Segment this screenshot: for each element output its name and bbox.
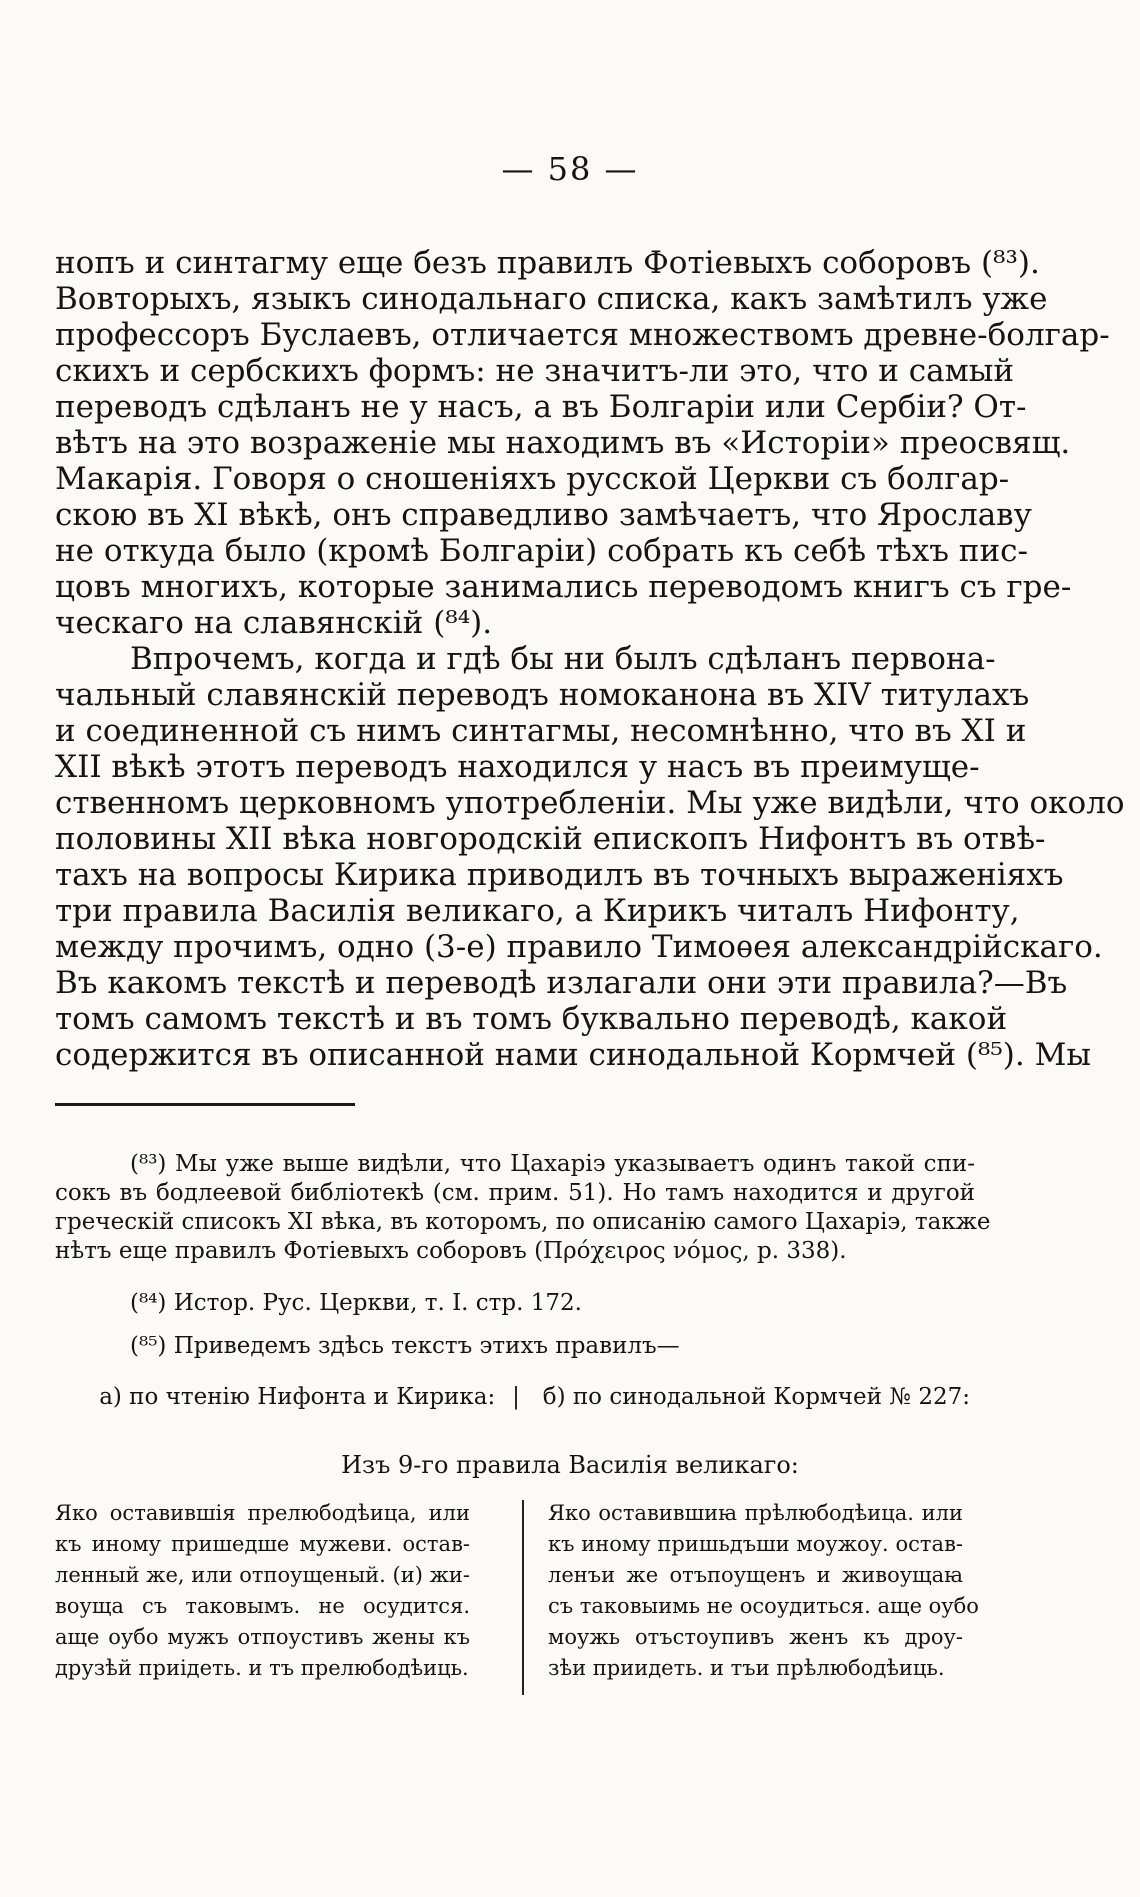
column-line: воуща съ таковымъ. не осудится.: [55, 1594, 470, 1618]
text-line: три правила Василія великаго, а Кирикъ читалъ Нифонту,: [55, 893, 1020, 929]
column-line: къ иному пришедше мужеви. остав-: [55, 1532, 470, 1556]
text-line: половины XII вѣка новгородскій епископъ Нифонтъ въ отвѣ-: [55, 821, 1046, 857]
footnote-line: (⁸⁵) Приведемъ здѣсь текстъ этихъ правилъ—: [130, 1333, 680, 1359]
page-number: — 58 —: [501, 150, 639, 188]
text-line: между прочимъ, одно (3-е) правило Тимоѳея александрійскаго.: [55, 929, 1103, 965]
text-line: Вовторыхъ, языкъ синодальнаго списка, какъ замѣтилъ уже: [55, 281, 1048, 317]
column-line: ленный же, или отпоущеный. (и) жи-: [55, 1563, 470, 1587]
left-column: [55, 1498, 470, 1684]
column-line: Яко оставившія прелюбодѣица, или: [55, 1501, 470, 1525]
column-line: зѣи приидеть. и тъи прѣлюбодѣиць.: [548, 1656, 945, 1680]
text-line: цовъ многихъ, которые занимались переводомъ книгъ съ гре-: [55, 569, 1072, 605]
text-line: ственномъ церковномъ употребленіи. Мы уже видѣли, что около: [55, 785, 1125, 821]
footnote-line: нѣтъ еще правилъ Фотіевыхъ соборовъ (Πρόχειρος νόμος, p. 338).: [55, 1238, 847, 1264]
footnote-line: (⁸³) Мы уже выше видѣли, что Цахаріэ указываетъ одинъ такой спи-: [130, 1151, 975, 1177]
column-line: Яко оставившиꙗ прѣлюбодѣица. или: [548, 1501, 963, 1525]
text-line: XII вѣкѣ этотъ переводъ находился у насъ въ преимуще-: [55, 749, 980, 785]
source-divider: |: [512, 1384, 520, 1410]
text-line: ческаго на славянскій (⁸⁴).: [55, 605, 493, 641]
text-line: нопъ и синтагму еще безъ правилъ Фотіевыхъ соборовъ (⁸³).: [55, 245, 1040, 281]
source-headings: [90, 1382, 970, 1412]
text-line: скою въ XI вѣкѣ, онъ справедливо замѣчаетъ, что Ярославу: [55, 497, 1032, 533]
column-line: ленъи же отъпоущенъ и живоущаꙗ: [548, 1563, 963, 1587]
text-line: тахъ на вопросы Кирика приводилъ въ точныхъ выраженіяхъ: [55, 857, 1064, 893]
text-line: и соединенной съ нимъ синтагмы, несомнѣнно, что въ XI и: [55, 713, 1027, 749]
footnote-83: [55, 1150, 991, 1266]
column-line: друзѣй приідеть. и тъ прелюбодѣиць.: [55, 1656, 469, 1680]
footnote-line: греческій списокъ XI вѣка, въ которомъ, по описанію самого Цахаріэ, также: [55, 1209, 991, 1235]
text-line: скихъ и сербскихъ формъ: не значитъ-ли это, что и самый: [55, 353, 1015, 389]
text-line: вѣтъ на это возраженіе мы находимъ въ «Исторіи» преосвящ.: [55, 425, 1071, 461]
column-divider: [522, 1500, 524, 1695]
right-column: [548, 1498, 979, 1684]
footnote-line: сокъ въ бодлеевой библіотекѣ (см. прим. 51). Но тамъ находится и другой: [55, 1180, 975, 1206]
text-line: не откуда было (кромѣ Болгаріи) собрать къ себѣ тѣхъ пис-: [55, 533, 1028, 569]
footnote-85: [55, 1332, 975, 1361]
main-text: [55, 245, 1125, 1073]
source-left-heading: а) по чтенію Нифонта и Кирика:: [99, 1384, 496, 1410]
column-line: съ таковыимь не осоудиться. аще оубо: [548, 1594, 979, 1618]
text-line: Макарія. Говоря о сношеніяхъ русской Церкви съ болгар-: [55, 461, 1010, 497]
text-line: Въ какомъ текстѣ и переводѣ излагали они эти правила?—Въ: [55, 965, 1068, 1001]
column-line: моужь отъстоупивъ женъ къ дроу-: [548, 1625, 963, 1649]
text-line: профессоръ Буслаевъ, отличается множествомъ древне-болгар-: [55, 317, 1110, 353]
column-line: къ иному пришьдъши моужоу. остав-: [548, 1532, 963, 1556]
text-line: Впрочемъ, когда и гдѣ бы ни былъ сдѣланъ первона-: [130, 641, 996, 677]
text-line: переводъ сдѣланъ не у насъ, а въ Болгаріи или Сербіи? От-: [55, 389, 1027, 425]
footnote-84: [55, 1289, 975, 1318]
rule-title: Изъ 9-го правила Василія великаго:: [341, 1451, 799, 1479]
text-line: чальный славянскій переводъ номоканона въ XIV титулахъ: [55, 677, 1030, 713]
column-line: аще оубо мужъ отпоустивъ жены къ: [55, 1625, 470, 1649]
text-line: томъ самомъ текстѣ и въ томъ буквально переводѣ, какой: [55, 1001, 1008, 1037]
footnote-line: (⁸⁴) Истор. Рус. Церкви, т. I. стр. 172.: [130, 1290, 582, 1316]
footnote-divider: [55, 1103, 355, 1106]
source-right-heading: б) по синодальной Кормчей № 227:: [542, 1384, 970, 1410]
text-line: содержится въ описанной нами синодальной Кормчей (⁸⁵). Мы: [55, 1037, 1092, 1073]
